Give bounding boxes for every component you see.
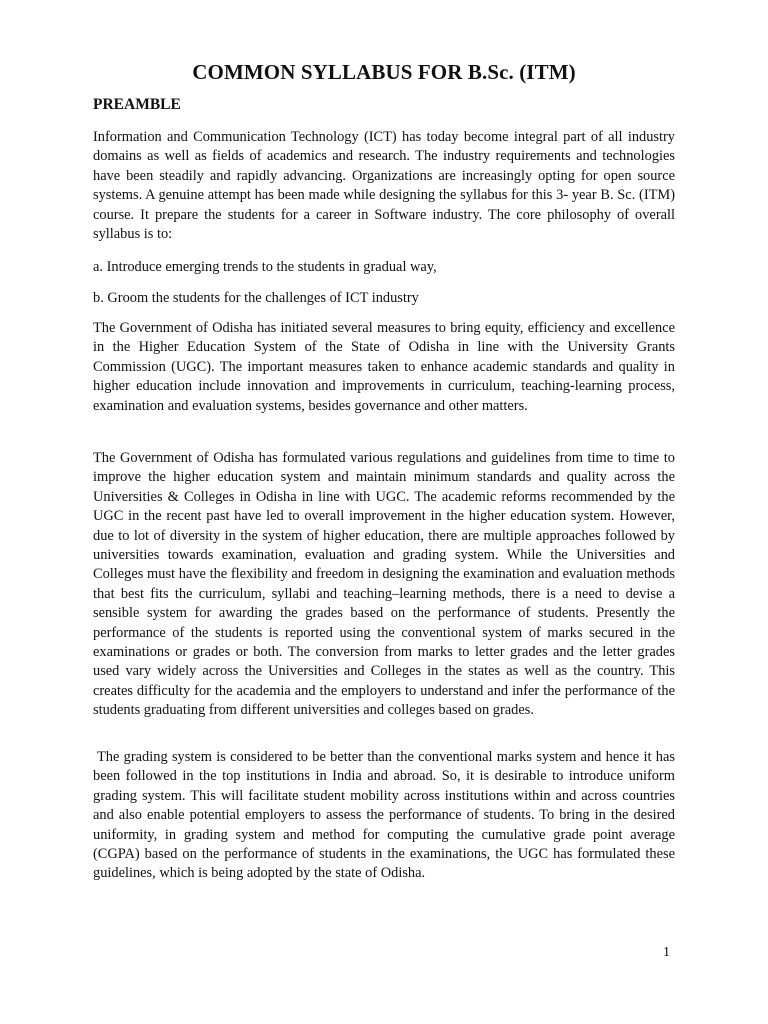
preamble-paragraph-1: Information and Communication Technology (ICT) has today become integral part of all industry domains as well as fields of academics and research. The industry requirements and technologies have been steadily and rapidly advancing. Organizations are increasingly opting for open source systems. A genuine attempt has been made while designing the syllabus for this 3- year B. Sc. (ITM) course. It prepare the students for a career in Software industry. The core philosophy of overall syllabus is to: <box>93 129 675 243</box>
preamble-paragraph-2: The Government of Odisha has initiated several measures to bring equity, efficiency and excellence in the Higher Education System of the State of Odisha in line with the University Grants Commission (UGC). The important measures taken to enhance academic standards and quality in higher education include innovation and improvements in curriculum, teaching-learning process, examination and evaluation systems, besides governance and other matters. <box>93 320 675 414</box>
objective-item-b: b. Groom the students for the challenges of ICT industry <box>93 290 419 306</box>
objective-item-a: a. Introduce emerging trends to the students in gradual way, <box>93 259 437 275</box>
preamble-paragraph-4: The grading system is considered to be better than the conventional marks system and hence it has been followed in the top institutions in India and abroad. So, it is desirable to introduce uniform grading system. This will facilitate student mobility across institutions within and across countries and also enable potential employers to assess the performance of students. To bring in the desired uniformity, in grading system and method for computing the cumulative grade point average (CGPA) based on the performance of students in the examinations, the UGC has formulated these guidelines, which is being adopted by the state of Odisha. <box>93 749 675 882</box>
preamble-paragraph-3: The Government of Odisha has formulated various regulations and guidelines from time to time to improve the higher education system and maintain minimum standards and quality across the Universities & Colleges in Odisha in line with UGC. The academic reforms recommended by the UGC in the recent past have led to overall improvement in the higher education system. However, due to lot of diversity in the system of higher education, there are multiple approaches followed by universities towards examination, evaluation and grading system. While the Universities and Colleges must have the flexibility and freedom in designing the examination and evaluation methods that best fits the curriculum, syllabi and teaching–learning methods, there is a need to devise a sensible system for awarding the grades based on the performance of students. Presently the performance of the students is reported using the conventional system of marks secured in the examinations or grades or both. The conversion from marks to letter grades and the letter grades used vary widely across the Universities and Colleges in the states as well as the country. This creates difficulty for the academia and the employers to understand and infer the performance of the students graduating from different universities and colleges based on grades. <box>93 450 675 719</box>
page-number: 1 <box>663 945 670 960</box>
section-heading-preamble: PREAMBLE <box>93 96 181 113</box>
document-title: COMMON SYLLABUS FOR B.Sc. (ITM) <box>192 60 576 84</box>
